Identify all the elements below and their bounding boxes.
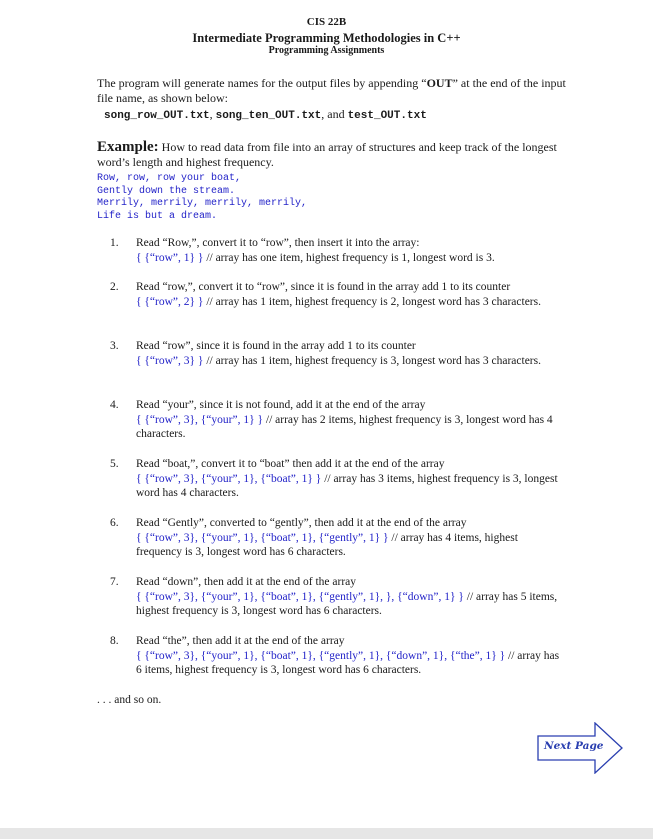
- step-number: 6.: [110, 517, 119, 529]
- step-code: { {“row”, 3} }: [136, 354, 204, 367]
- step-line: Read “the”, then add it at the end of the array: [136, 635, 345, 647]
- step-desc: // array has 4 items, highest frequency is 3, longest word has 6 characters.: [136, 531, 518, 558]
- next-page-label: Next Page: [544, 740, 604, 752]
- document-subtitle: Programming Assignments: [268, 45, 385, 56]
- file-name-list: [104, 107, 427, 122]
- file-name: song_row_OUT.txt: [104, 110, 210, 122]
- step-code: { {“row”, 3}, {“your”, 1}, {“boat”, 1}, {“gently”, 1}, }, {“down”, 1} }: [136, 590, 464, 603]
- step-code: { {“row”, 2} }: [136, 295, 204, 308]
- step-number: 3.: [110, 340, 119, 352]
- step-line: Read “down”, then add it at the end of the array: [136, 576, 357, 588]
- example-text: How to read data from file into an array of structures and keep track of the longest word’s length and highest frequency.: [97, 140, 557, 169]
- step-number: 4.: [110, 399, 119, 411]
- intro-keyword: OUT: [426, 76, 453, 90]
- step-number: 5.: [110, 458, 119, 470]
- intro-text-after: ” at the end of the input file name, as shown below:: [97, 76, 566, 105]
- step-number: 7.: [110, 576, 119, 588]
- step-desc: // array has 2 items, highest frequency is 3, longest word has 4 characters.: [136, 413, 553, 440]
- step-code: { {“row”, 3}, {“your”, 1}, {“boat”, 1}, {“gently”, 1} }: [136, 531, 389, 544]
- file-separator: , and: [321, 107, 348, 121]
- step-code: { {“row”, 3}, {“your”, 1} }: [136, 413, 263, 426]
- step-code: { {“row”, 3}, {“your”, 1}, {“boat”, 1} }: [136, 472, 322, 485]
- file-name: test_OUT.txt: [347, 110, 427, 122]
- course-title: Intermediate Programming Methodologies in C++: [192, 31, 461, 45]
- example-paragraph: [97, 140, 562, 170]
- course-code: CIS 22B: [306, 16, 347, 28]
- intro-paragraph: [97, 76, 567, 106]
- step-code: { {“row”, 1} }: [136, 251, 204, 264]
- step-line: Read “Row,”, convert it to “row”, then insert it into the array:: [136, 237, 420, 249]
- step-desc: // array has 5 items, highest frequency is 3, longest word has 6 characters.: [136, 590, 558, 617]
- example-label: Example:: [97, 139, 159, 155]
- step-code: { {“row”, 3}, {“your”, 1}, {“boat”, 1}, {“gently”, 1}, {“down”, 1}, {“the”, 1} }: [136, 649, 506, 662]
- viewer-bottom-bar: [0, 828, 653, 839]
- step-line: Read “boat,”, convert it to “boat” then add it at the end of the array: [136, 458, 445, 470]
- step-line: Read “your”, since it is not found, add it at the end of the array: [136, 399, 426, 411]
- step-number: 2.: [110, 281, 119, 293]
- step-desc: // array has 1 item, highest frequency is 3, longest word has 3 characters.: [203, 354, 541, 367]
- step-desc: // array has 6 items, highest frequency is 3, longest word has 6 characters.: [136, 649, 560, 676]
- file-name: song_ten_OUT.txt: [215, 110, 322, 122]
- step-desc: // array has 3 items, highest frequency is 3, longest word has 4 characters.: [136, 472, 558, 499]
- intro-text-before: The program will generate names for the output files by appending “: [97, 76, 427, 90]
- step-number: 1.: [110, 237, 119, 249]
- step-line: Read “Gently”, converted to “gently”, then add it at the end of the array: [136, 517, 467, 529]
- and-so-on-text: . . . and so on.: [97, 694, 162, 706]
- step-number: 8.: [110, 635, 119, 647]
- step-desc: // array has 1 item, highest frequency is 2, longest word has 3 characters.: [203, 295, 541, 308]
- step-line: Read “row,”, convert it to “row”, since it is found in the array add 1 to its counter: [136, 281, 511, 293]
- next-page-button[interactable]: [537, 722, 623, 774]
- step-line: Read “row”, since it is found in the array add 1 to its counter: [136, 340, 416, 352]
- file-separator: ,: [209, 107, 216, 121]
- step-desc: // array has one item, highest frequency is 1, longest word is 3.: [203, 251, 495, 264]
- example-poem: Row, row, row your boat, Gently down the stream. Merrily, merrily, merrily, merrily, Life is but a dream.: [97, 173, 308, 222]
